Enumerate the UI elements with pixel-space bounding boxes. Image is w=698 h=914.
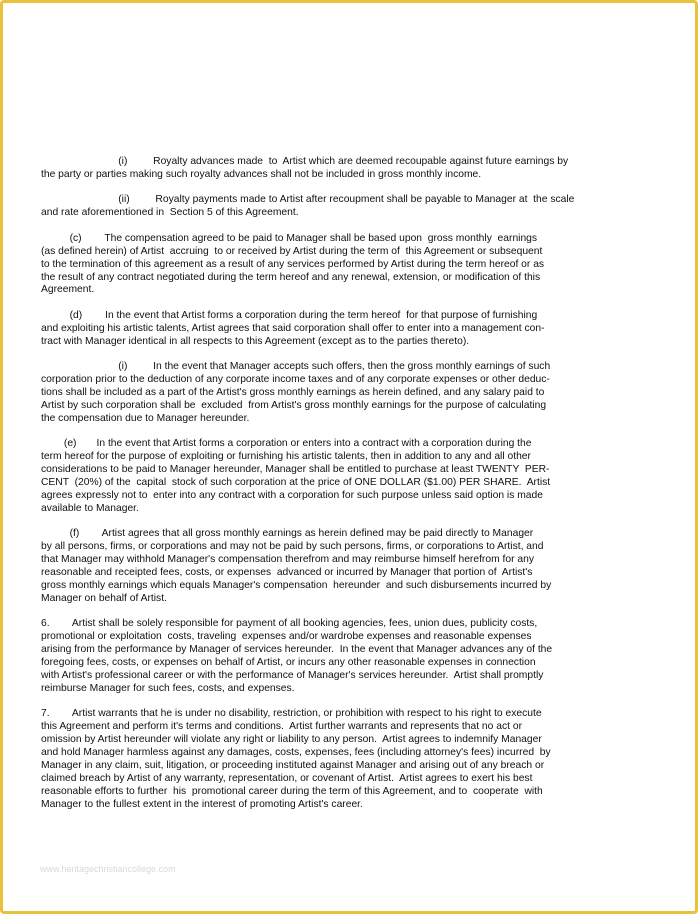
text-line: and rate aforementioned in Section 5 of this Agreement.: [41, 207, 299, 219]
paragraph-p-d: [41, 310, 653, 349]
text-line: claimed breach by Artist of any warranty, representation, or covenant of Artist. Artist agrees to exert his best: [41, 773, 533, 784]
text-line: CENT (20%) of the capital stock of such corporation at the price of ONE DOLLAR ($1.00) PER SHARE. Artist: [41, 477, 551, 489]
text-line: Manager to the fullest extent in the interest of promoting Artist's career.: [41, 798, 363, 810]
text-line: tions shall be included as a part of the Artist's gross monthly earnings as herein defined, and any salary paid to: [41, 387, 545, 399]
document-body: [41, 156, 653, 824]
text-line: (e) In the event that Artist forms a corporation or enters into a contract with a corporation during the: [41, 438, 532, 450]
text-line: and hold Manager harmless against any damages, costs, expenses, fees (including attorney's fees) incurred by: [41, 747, 551, 759]
text-line: reasonable efforts to further his promotional career during the term of this Agreement, and to cooperate with: [41, 785, 543, 797]
text-line: the party or parties making such royalty advances shall not be included in gross monthly income.: [41, 168, 482, 180]
text-line: 6. Artist shall be solely responsible for payment of all booking agencies, fees, union dues, publicity costs,: [41, 618, 538, 630]
text-line: term hereof for the purpose of exploiting or furnishing his artistic talents, then in addition to any and all other: [41, 451, 531, 463]
paragraph-p-c: [41, 233, 653, 298]
text-line: foregoing fees, costs, or expenses on behalf of Artist, or incurs any other reasonable expenses in connection: [41, 657, 536, 669]
text-line: by all persons, firms, or corporations and may not be paid by such persons, firms, or corporations to Artist, and: [41, 541, 544, 553]
text-line: (ii) Royalty payments made to Artist after recoupment shall be payable to Manager at the scale: [41, 194, 575, 206]
paragraph-p-ii: [41, 194, 653, 220]
paragraph-p-e: [41, 438, 653, 515]
text-line: (f) Artist agrees that all gross monthly earnings as herein defined may be paid directly to Manager: [41, 528, 534, 540]
text-line: available to Manager.: [41, 502, 139, 514]
paragraph-p-f: [41, 528, 653, 605]
paragraph-p-i-1: [41, 156, 653, 182]
text-line: omission by Artist hereunder will violate any right or liability to any person. Artist agrees to indemnify Manager: [41, 734, 542, 746]
text-line: corporation prior to the deduction of any corporate income taxes and of any corporate expenses or other deduc-: [41, 374, 550, 386]
text-line: gross monthly earnings which equals Manager's compensation hereunder and such disbursements incurred by: [41, 580, 552, 592]
text-line: reimburse Manager for such fees, costs, and expenses.: [41, 682, 295, 694]
text-line: reasonable and receipted fees, costs, or expenses advanced or incurred by Manager that portion of Artist's: [41, 567, 533, 579]
text-line: arising from the performance by Manager of services hereunder. In the event that Manager advances any of the: [41, 644, 553, 656]
text-line: to the termination of this agreement as a result of any services performed by Artist during the term hereof or as: [41, 258, 545, 270]
text-line: promotional or exploitation costs, traveling expenses and/or wardrobe expenses and reasonable expenses: [41, 631, 532, 643]
text-line: (c) The compensation agreed to be paid to Manager shall be based upon gross monthly earnings: [41, 232, 538, 244]
paragraph-p-7: [41, 708, 653, 811]
watermark: www.heritagechristiancollege.com: [40, 864, 176, 874]
text-line: (i) Royalty advances made to Artist which are deemed recoupable against future earnings by: [41, 156, 569, 167]
text-line: (i) In the event that Manager accepts such offers, then the gross monthly earnings of such: [41, 361, 551, 373]
text-line: Manager on behalf of Artist.: [41, 592, 167, 604]
text-line: the result of any contract negotiated during the term hereof and any renewal, extension, or modification of this: [41, 271, 541, 283]
text-line: (d) In the event that Artist forms a corporation during the term hereof for that purpose of furnishing: [41, 309, 538, 321]
paragraph-p-i-2: [41, 361, 653, 426]
text-line: agrees expressly not to enter into any contract with a corporation for such purpose unless said option is made: [41, 490, 543, 501]
text-line: (as defined herein) of Artist accruing to or received by Artist during the term of this Agreement or subsequent: [41, 245, 543, 257]
text-line: Manager in any claim, suit, litigation, or proceeding instituted against Manager and arising out of any breach or: [41, 760, 545, 772]
text-line: this Agreement and perform it's terms and conditions. Artist further warrants and represents that no act or: [41, 721, 523, 733]
text-line: and exploiting his artistic talents, Artist agrees that said corporation shall offer to enter into a management con-: [41, 322, 545, 334]
text-line: 7. Artist warrants that he is under no disability, restriction, or prohibition with respect to his right to execute: [41, 708, 542, 720]
text-line: with Artist's professional career or with the performance of Manager's services hereunder. Artist shall promptly: [41, 670, 544, 682]
text-line: tract with Manager identical in all respects to this Agreement (except as to the parties thereto).: [41, 335, 470, 347]
text-line: Agreement.: [41, 284, 95, 296]
text-line: considerations to be paid to Manager hereunder, Manager shall be entitled to purchase at least TWENTY PER-: [41, 464, 550, 476]
text-line: the compensation due to Manager hereunder.: [41, 412, 250, 424]
text-line: that Manager may withhold Manager's compensation therefrom and may reimburse himself herefrom for any: [41, 554, 535, 566]
text-line: Artist by such corporation shall be excluded from Artist's gross monthly earnings for the purpose of calculating: [41, 399, 547, 411]
paragraph-p-6: [41, 618, 653, 695]
